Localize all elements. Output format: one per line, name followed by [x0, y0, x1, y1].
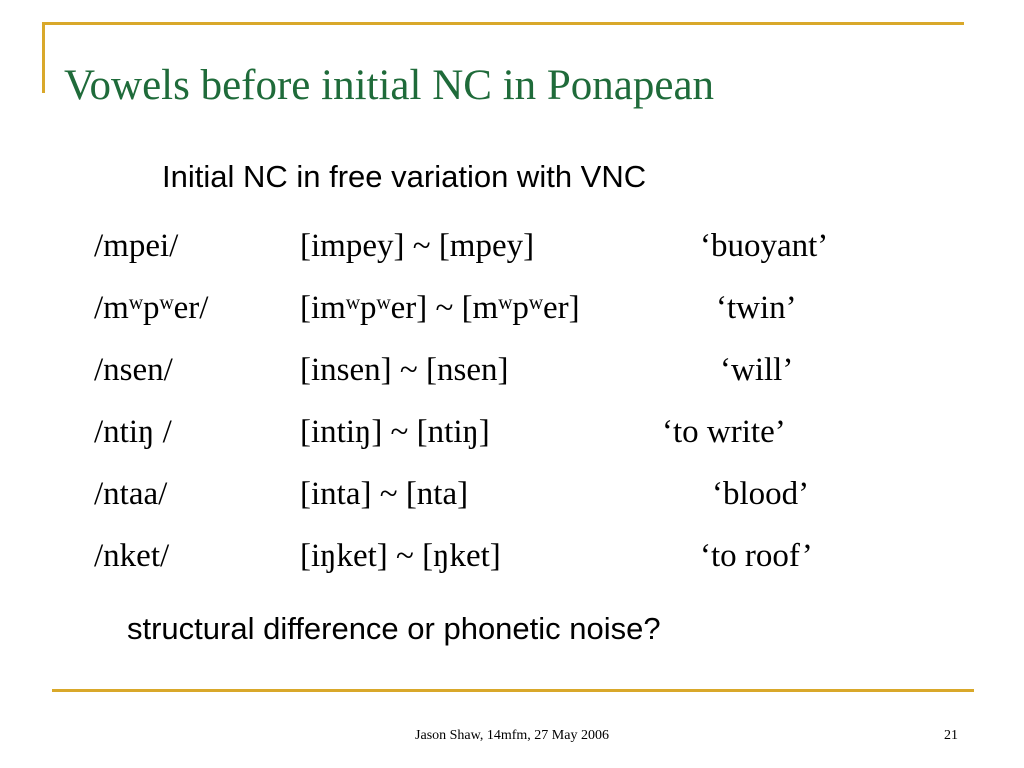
gloss: ‘buoyant’ — [700, 228, 829, 264]
surface-variants: [iŋket] ~ [ŋket] — [300, 538, 501, 574]
surface-variants: [inta] ~ [nta] — [300, 476, 469, 512]
underlying-form: /nket/ — [94, 538, 170, 574]
frame-top-rule — [42, 22, 964, 25]
page-number: 21 — [944, 728, 958, 743]
gloss: ‘to write’ — [662, 414, 786, 450]
example-row — [0, 224, 1024, 268]
gloss: ‘will’ — [720, 352, 794, 388]
example-row — [0, 472, 1024, 516]
footer-rule — [52, 689, 974, 692]
underlying-form: /mpei/ — [94, 228, 179, 264]
underlying-form: /nsen/ — [94, 352, 173, 388]
slide-subtitle: Initial NC in free variation with VNC — [162, 159, 647, 194]
footer-text: Jason Shaw, 14mfm, 27 May 2006 — [415, 728, 609, 743]
surface-variants: [intiŋ] ~ [ntiŋ] — [300, 414, 490, 450]
gloss: ‘blood’ — [712, 476, 810, 512]
example-row — [0, 348, 1024, 392]
surface-variants: [imʷpʷer] ~ [mʷpʷer] — [300, 290, 580, 326]
underlying-form: /ntaa/ — [94, 476, 168, 512]
frame-left-rule — [42, 22, 45, 93]
slide-title: Vowels before initial NC in Ponapean — [64, 62, 715, 109]
gloss: ‘twin’ — [716, 290, 797, 326]
example-row — [0, 410, 1024, 454]
example-row — [0, 534, 1024, 578]
example-row — [0, 286, 1024, 330]
underlying-form: /ntiŋ / — [94, 414, 172, 450]
gloss: ‘to roof’ — [700, 538, 813, 574]
surface-variants: [impey] ~ [mpey] — [300, 228, 535, 264]
surface-variants: [insen] ~ [nsen] — [300, 352, 509, 388]
closing-question: structural difference or phonetic noise? — [127, 611, 661, 646]
underlying-form: /mʷpʷer/ — [94, 290, 209, 326]
